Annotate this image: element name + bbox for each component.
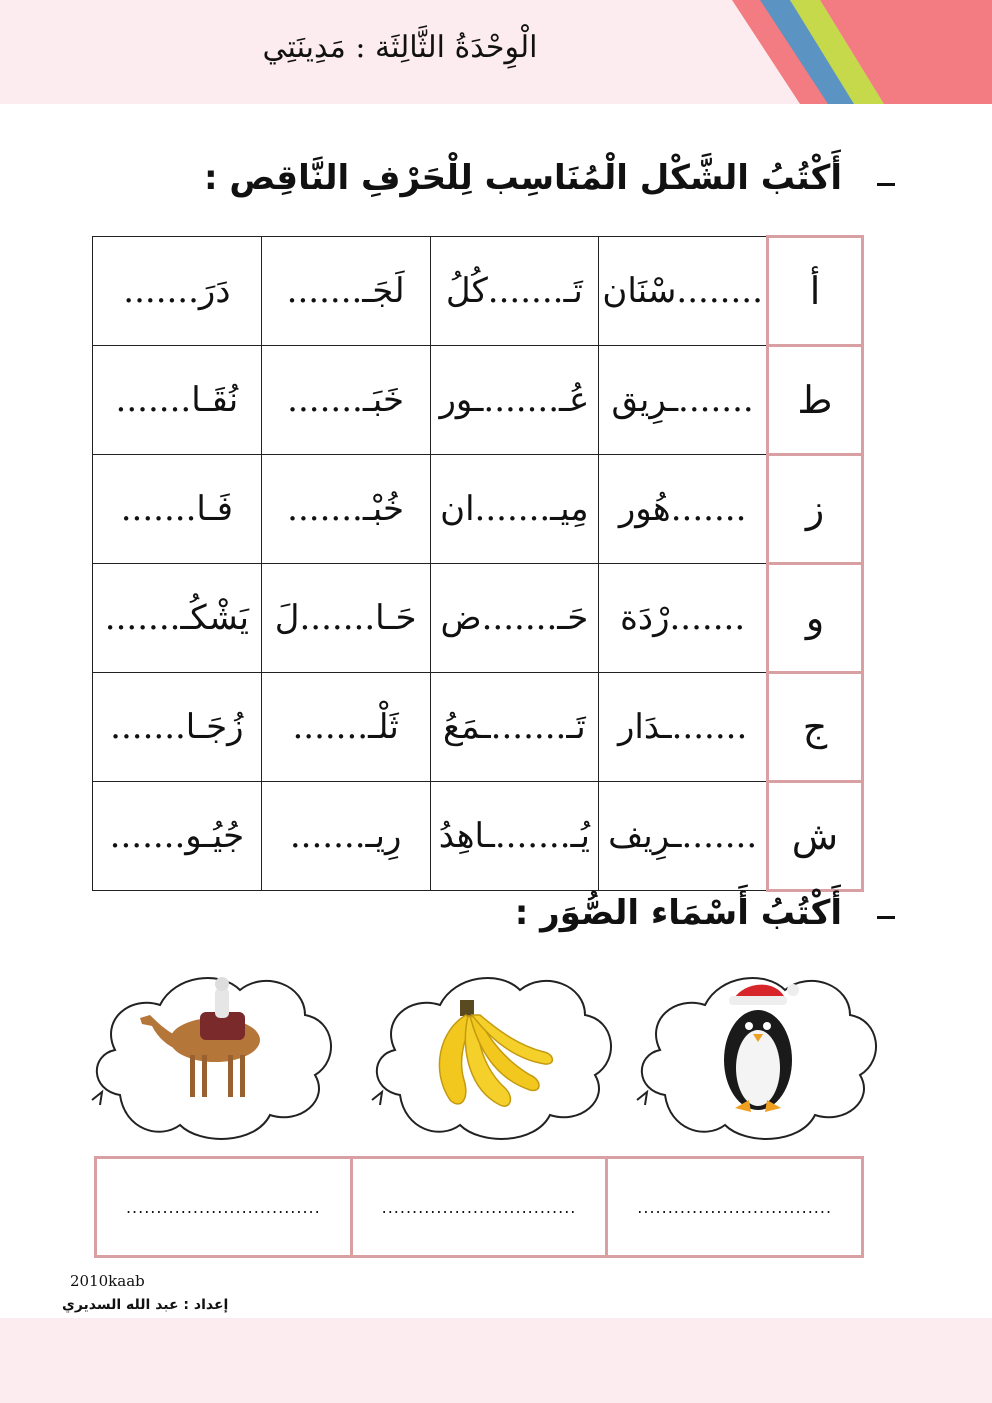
- word-cell[interactable]: رِيـ.......: [261, 782, 430, 891]
- letter-row: [93, 673, 863, 782]
- bullet-dash: [877, 916, 895, 919]
- word-cell[interactable]: دَرَ.......: [93, 237, 262, 346]
- word-cell[interactable]: زُجَـا.......: [93, 673, 262, 782]
- unit-title: الْوِحْدَةُ الثَّالِثَة : مَدِينَتِي: [262, 30, 538, 65]
- letter-row: [93, 455, 863, 564]
- letter-table: [92, 235, 864, 892]
- pictures-row: [80, 955, 880, 1155]
- answer-blank-penguin[interactable]: ................................: [607, 1158, 863, 1257]
- footer-code: 2010kaab: [70, 1272, 145, 1290]
- answers-table: [94, 1156, 864, 1258]
- word-cell[interactable]: لَجَـ.......: [261, 237, 430, 346]
- answer-blank-camel[interactable]: ................................: [96, 1158, 352, 1257]
- word-cell[interactable]: .......ـرِيف: [599, 782, 768, 891]
- word-cell[interactable]: .......هُور: [599, 455, 768, 564]
- word-cell[interactable]: حَـا.......لَ: [261, 564, 430, 673]
- word-cell[interactable]: يُـ.......ـاهِدُ: [430, 782, 599, 891]
- word-cell[interactable]: ........سْنَان: [599, 237, 768, 346]
- word-cell[interactable]: خَبَـ.......: [261, 346, 430, 455]
- word-cell[interactable]: تَـ.......كُلُ: [430, 237, 599, 346]
- section2-title: أَكْتُبُ أَسْمَاء الصُّوَر :: [514, 893, 842, 933]
- word-cell[interactable]: .......ـدَار: [599, 673, 768, 782]
- letter-row: [93, 346, 863, 455]
- bananas-cloud: [360, 960, 620, 1150]
- word-cell[interactable]: .......ـرِيق: [599, 346, 768, 455]
- row-letter: ش: [768, 782, 863, 891]
- camel-cloud: [80, 960, 340, 1150]
- letter-row: [93, 564, 863, 673]
- section1-title: أَكْتُبُ الشَّكْل الْمُنَاسِب لِلْحَرْفِ النَّاقِص :: [203, 158, 842, 198]
- letter-row: [93, 782, 863, 891]
- word-cell[interactable]: فَـا.......: [93, 455, 262, 564]
- letter-row: [93, 237, 863, 346]
- row-letter: ج: [768, 673, 863, 782]
- word-cell[interactable]: عُـ.......ـور: [430, 346, 599, 455]
- word-cell[interactable]: جُيُـو.......: [93, 782, 262, 891]
- word-cell[interactable]: ثَلْـ.......: [261, 673, 430, 782]
- word-cell[interactable]: نُقَـا.......: [93, 346, 262, 455]
- word-cell[interactable]: حَـ.......ض: [430, 564, 599, 673]
- answer-blank-bananas[interactable]: ................................: [351, 1158, 607, 1257]
- footer-band: [0, 1318, 992, 1403]
- row-letter: ط: [768, 346, 863, 455]
- word-cell[interactable]: تَـ.......ـمَعُ: [430, 673, 599, 782]
- word-cell[interactable]: يَشْكُـ.......: [93, 564, 262, 673]
- footer-author: إعداد : عبد الله السديري: [62, 1297, 229, 1313]
- penguin-cloud: [625, 960, 885, 1150]
- row-letter: أ: [768, 237, 863, 346]
- word-cell[interactable]: خُبْـ.......: [261, 455, 430, 564]
- bullet-dash: [877, 183, 895, 186]
- row-letter: ز: [768, 455, 863, 564]
- word-cell[interactable]: مِيـ.......ان: [430, 455, 599, 564]
- row-letter: و: [768, 564, 863, 673]
- word-cell[interactable]: .......رْدَة: [599, 564, 768, 673]
